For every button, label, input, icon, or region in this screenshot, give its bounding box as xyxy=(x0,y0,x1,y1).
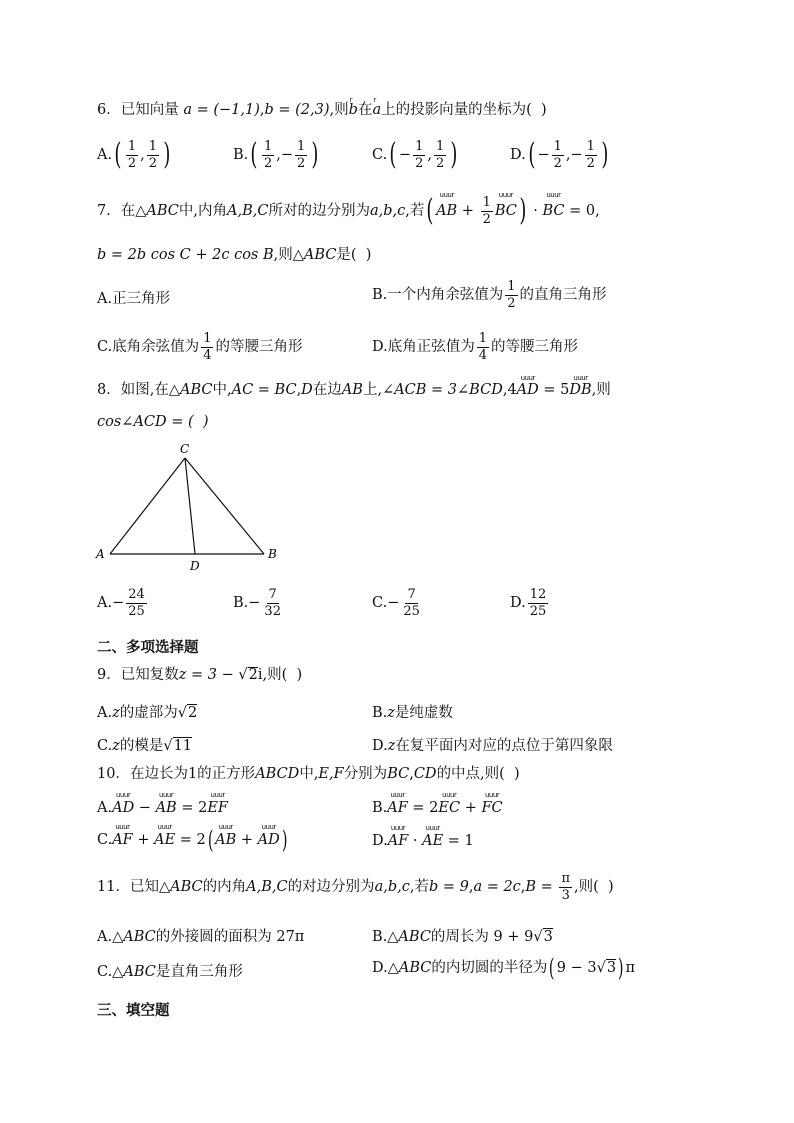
q8-option-b[interactable]: B.− $\frac{7}{32}$ xyxy=(233,587,281,619)
section-heading-multiple-choice: 二、多项选择题 xyxy=(97,640,199,656)
vector-b-definition: b = (2,3) xyxy=(264,102,330,118)
q6-option-d[interactable]: D.( − $\frac{1}{2}$ ,− $\frac{1}{2}$ ) xyxy=(510,137,609,173)
q7-option-c[interactable]: C.底角余弦值为 $\frac{1}{4}$ 的等腰三角形 xyxy=(97,331,303,363)
side-bc xyxy=(185,458,264,554)
q11-option-c[interactable]: C.△ABC是直角三角形 xyxy=(97,964,243,980)
question-9-stem: 9．已知复数z = 3 − √2i,则( ) xyxy=(97,667,303,683)
question-10-stem: 10．在边长为1的正方形ABCD中,E,F分别为BC,CD的中点,则( ) xyxy=(97,766,520,782)
segment-cd xyxy=(185,458,195,554)
question-7-stem: 7．在△ABC中,内角A,B,C所对的边分别为a,b,c,若(uuur AB + $\frac{1}{2}$ uuur BC) · uuur BC = 0, xyxy=(97,196,600,226)
q10-option-d[interactable]: D.uuur AF · uuur AE = 1 xyxy=(372,833,474,849)
q10-option-c[interactable]: C.uuur AF + uuur AE = 2(uuur AB + uuur AD) xyxy=(97,828,289,852)
q8-option-a[interactable]: A.− $\frac{24}{25}$ xyxy=(97,587,145,619)
q6-option-c[interactable]: C.( − $\frac{1}{2}$ , $\frac{1}{2}$ ) xyxy=(372,137,458,173)
question-6-stem: 6．已知向量 a = (−1,1),b = (2,3),则r b在r a上的投影向量的坐标为( ) xyxy=(97,103,547,118)
q7-option-b[interactable]: B.一个内角余弦值为 $\frac{1}{2}$ 的直角三角形 xyxy=(372,279,607,311)
q11-option-b[interactable]: B.△ABC的周长为 9 + 9√3 xyxy=(372,929,553,945)
question-8-stem: 8．如图,在△ABC中,AC = BC,D在边AB上,∠ACB = 3∠BCD,4uuur AD = 5uuur DB,则 xyxy=(97,383,611,398)
vector-a-definition: a = (−1,1) xyxy=(183,102,260,118)
section-heading-fill-in: 三、填空题 xyxy=(97,1003,170,1019)
q10-option-a[interactable]: A.uuur AD − uuur AB = 2uuur EF xyxy=(97,800,228,816)
question-8-stem-line2: cos∠ACD = ( ) xyxy=(97,414,209,430)
q9-option-a[interactable]: A.z的虚部为√2 xyxy=(97,705,198,721)
q8-option-c[interactable]: C.− $\frac{7}{25}$ xyxy=(372,587,420,619)
q9-option-c[interactable]: C.z的模是√11 xyxy=(97,738,193,754)
q7-option-a[interactable]: A.正三角形 xyxy=(97,291,171,307)
label-c: C xyxy=(180,442,190,456)
q9-option-d[interactable]: D.z在复平面内对应的点位于第四象限 xyxy=(372,738,613,754)
question-11-stem: 11．已知△ABC的内角A,B,C的对边分别为a,b,c,若b = 9,a = 2c,B = $\frac{\pi}{3}$ ,则( ) xyxy=(97,871,614,903)
q9-option-b[interactable]: B.z是纯虚数 xyxy=(372,705,453,721)
q6-option-b[interactable]: B.( $\frac{1}{2}$ ,− $\frac{1}{2}$ ) xyxy=(233,137,319,173)
q6-option-a[interactable]: A.( $\frac{1}{2}$ , $\frac{1}{2}$ ) xyxy=(97,137,171,173)
q7-option-d[interactable]: D.底角正弦值为 $\frac{1}{4}$ 的等腰三角形 xyxy=(372,331,578,363)
label-a: A xyxy=(96,547,105,561)
q10-option-b[interactable]: B.uuur AF = 2uuur EC + uuur FC xyxy=(372,800,503,816)
label-d: D xyxy=(190,559,200,573)
question-7-stem-line2: b = 2b cos C + 2c cos B,则△ABC是( ) xyxy=(97,247,372,263)
label-b: B xyxy=(268,547,277,561)
q11-option-d[interactable]: D.△ABC的内切圆的半径为( 9 − 3√3) π xyxy=(372,954,635,982)
q11-option-a[interactable]: A.△ABC的外接圆的面积为 27π xyxy=(97,929,305,945)
triangle-figure xyxy=(92,440,292,575)
side-ac xyxy=(110,458,185,554)
q8-option-d[interactable]: D. $\frac{12}{25}$ xyxy=(510,587,547,619)
